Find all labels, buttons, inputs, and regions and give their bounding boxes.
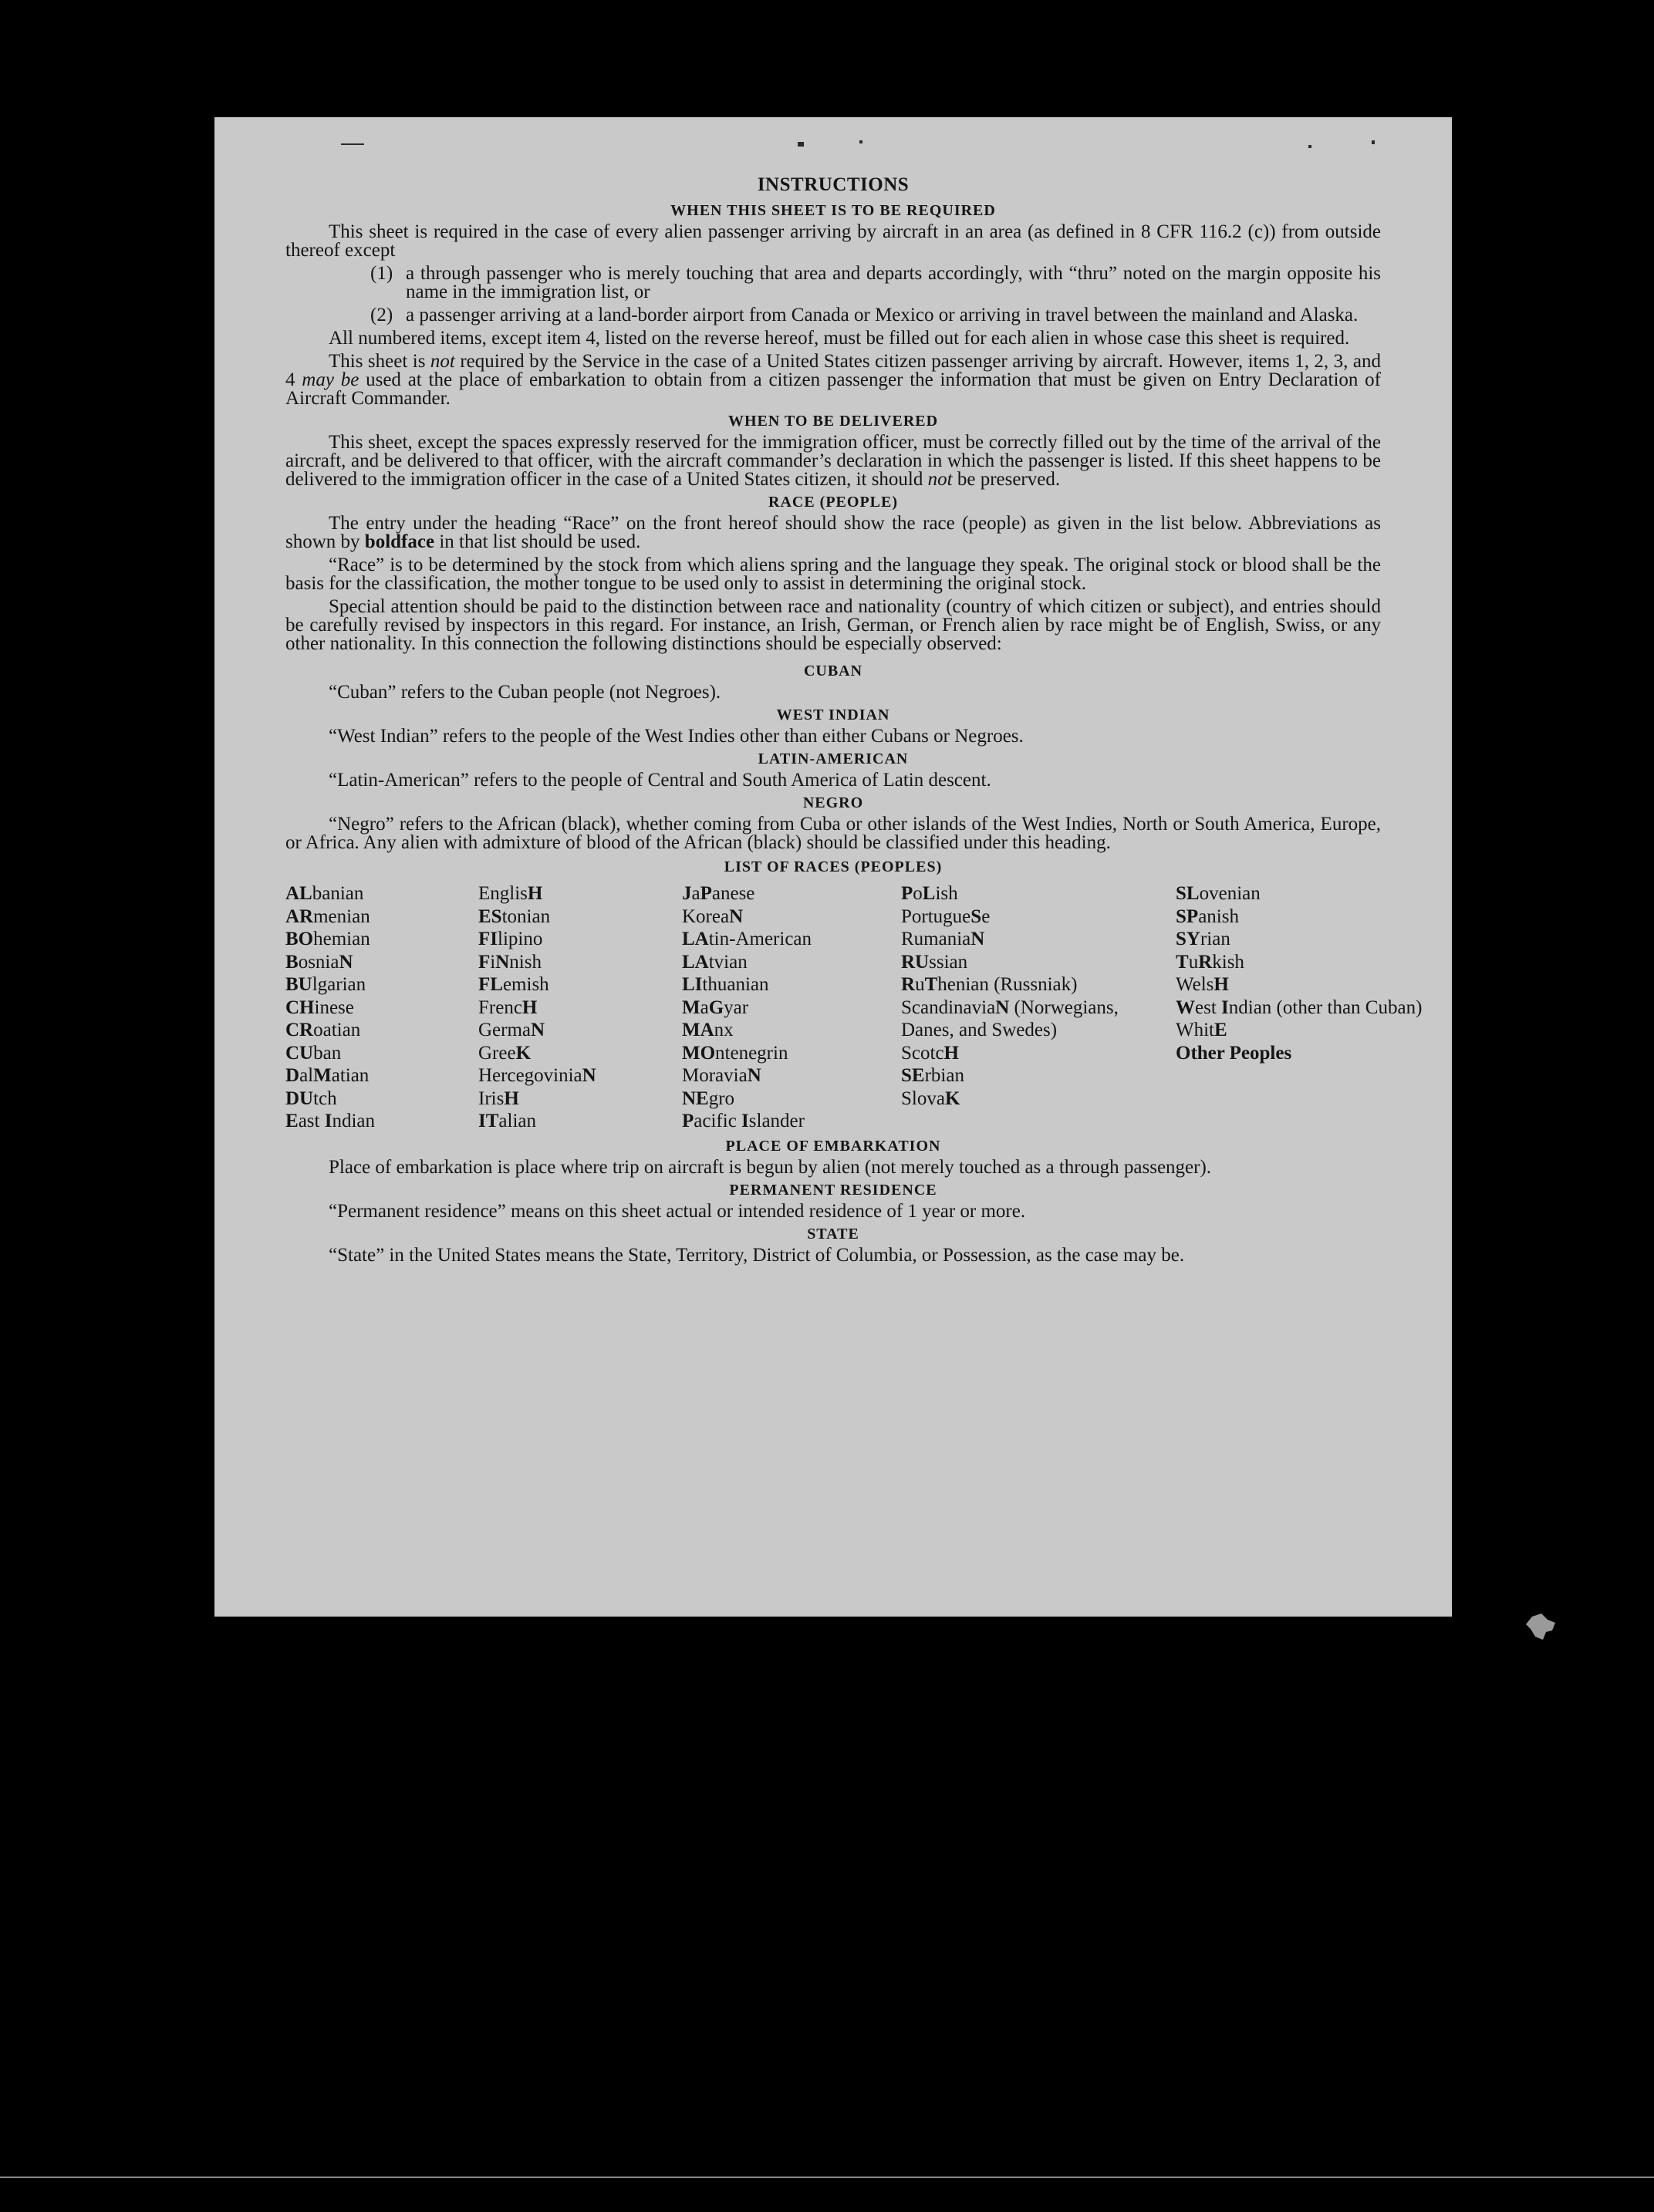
race-entry: SPanish: [1176, 905, 1239, 927]
west-indian-definition: “West Indian” refers to the people of the West Indies other than either Cubans or Negroes.: [329, 726, 1024, 747]
heading-state: STATE: [807, 1225, 859, 1243]
race-column: [478, 882, 682, 1133]
exception-item: [285, 265, 1381, 302]
race-entry: MOntenegrin: [682, 1042, 788, 1064]
race-entry: RumaniaN: [901, 929, 985, 949]
race-entry: WhitE: [1176, 1020, 1227, 1040]
race-entry: BosniaN: [285, 951, 353, 973]
race-column: [901, 882, 1176, 1133]
race-column: [682, 882, 901, 1133]
race-entry: LIthuanian: [682, 974, 769, 995]
cuban-definition: “Cuban” refers to the Cuban people (not Negroes).: [329, 682, 721, 703]
exception-text: a passenger arriving at a land-border airport from Canada or Mexico or arriving in travel between the mainland and Alaska.: [406, 305, 1359, 325]
race-entry: FLemish: [478, 974, 549, 995]
race-entry: SErbian: [901, 1065, 964, 1086]
race-entry: LAtin-American: [682, 929, 812, 949]
heading-embarkation: PLACE OF EMBARKATION: [725, 1137, 941, 1155]
heading-permanent-residence: PERMANENT RESIDENCE: [729, 1181, 937, 1199]
dust-speck: [1524, 1612, 1558, 1643]
citizen-paragraph: This sheet is not required by the Service in the case of a United States citizen passenger arriving by aircraft. However, items 1, 2, 3, and 4 may be used at the place of embarkation to obtain from a citizen passenger the information that must be given on Entry Declaration of Aircraft Commander.: [285, 351, 1382, 409]
race-entry: MaGyar: [682, 996, 749, 1018]
exception-item: [285, 306, 1381, 325]
state-definition: “State” in the United States means the State, Territory, District of Columbia, or Possession, as the case may be.: [329, 1244, 1185, 1266]
embarkation-definition: Place of embarkation is place where trip on aircraft is begun by alien (not merely touched as a through passenger).: [329, 1156, 1212, 1178]
race-entry: West Indian (other than Cuban): [1176, 996, 1423, 1018]
heading-race: RACE (PEOPLE): [768, 494, 898, 511]
race-entry: IrisH: [478, 1087, 519, 1109]
race-entry: DUtch: [285, 1087, 337, 1109]
exception-number: (1): [370, 263, 393, 284]
race-entry: Other Peoples: [1176, 1042, 1292, 1064]
exception-list: [285, 265, 1381, 325]
race-entry: LAtvian: [682, 951, 748, 973]
race-entry: GreeK: [478, 1042, 532, 1064]
race-entry: GermaN: [478, 1020, 545, 1040]
race-entry: BUlgarian: [285, 974, 366, 995]
race-entry: EStonian: [478, 905, 551, 927]
latin-american-definition: “Latin-American” refers to the people of Central and South America of Latin descent.: [329, 770, 991, 791]
when-required-intro: This sheet is required in the case of every alien passenger arriving by aircraft in an area (as defined in 8 CFR 116.2 (c)) from outside thereof except: [285, 221, 1381, 261]
race-entry: CUban: [285, 1042, 342, 1064]
page-title: INSTRUCTIONS: [757, 174, 910, 195]
race-entry: SYrian: [1176, 929, 1230, 949]
heading-latin-american: LATIN-AMERICAN: [758, 750, 909, 767]
heading-race-list: LIST OF RACES (PEOPLES): [724, 858, 943, 875]
race-list: [285, 882, 1423, 1133]
race-entry: ALbanian: [285, 883, 364, 904]
ink-speck: [1372, 140, 1375, 144]
race-column: [1176, 882, 1422, 1133]
race-entry: SLovenian: [1176, 883, 1261, 904]
race-entry: BOhemian: [285, 929, 370, 949]
when-delivered-paragraph: This sheet, except the spaces expressly reserved for the immigration officer, must be correctly filled out by the time of the arrival of the aircraft, and be delivered to that officer, with the aircraft commander’s declaration in which the passenger is listed. If this sheet happens to be delivered to the immigration officer in the case of a United States citizen, it should not be preserved.: [285, 432, 1381, 490]
race-paragraph-2: “Race” is to be determined by the stock from which aliens spring and the language they speak. The original stock or blood shall be the basis for the classification, the mother tongue to be used only to assist in determining the original stock.: [285, 555, 1381, 594]
race-entry: TuRkish: [1176, 951, 1244, 973]
heading-west-indian: WEST INDIAN: [776, 706, 890, 723]
race-entry: ITalian: [478, 1111, 536, 1131]
race-entry: ScandinaviaN (Norwegians, Danes, and Swedes): [901, 996, 1119, 1040]
race-column: [285, 882, 478, 1133]
race-entry: MAnx: [682, 1020, 734, 1040]
race-entry: East Indian: [285, 1111, 375, 1131]
race-entry: HercegoviniaN: [478, 1065, 596, 1086]
race-entry: DalMatian: [285, 1065, 370, 1086]
race-entry: KoreaN: [682, 905, 744, 927]
race-entry: FiNnish: [478, 951, 542, 973]
race-entry: FIlipino: [478, 929, 543, 949]
numbered-items-paragraph: All numbered items, except item 4, listed on the reverse hereof, must be filled out for each alien in whose case this sheet is required.: [329, 328, 1350, 349]
race-entry: SlovaK: [901, 1087, 960, 1109]
heading-negro: NEGRO: [802, 794, 864, 811]
ink-speck: [341, 143, 364, 145]
ink-speck: [1308, 145, 1311, 148]
race-entry: EnglisH: [478, 883, 543, 904]
race-entry: PoLish: [901, 883, 958, 904]
bottom-rule: [0, 2177, 1654, 2178]
race-entry: FrencH: [478, 996, 538, 1018]
negro-definition: “Negro” refers to the African (black), whether coming from Cuba or other islands of the West Indies, North or South America, Europe, or Africa. Any alien with admixture of blood of the African (black) should be classified under this heading.: [285, 814, 1381, 853]
race-entry: CRoatian: [285, 1020, 361, 1040]
race-entry: RuThenian (Russniak): [901, 974, 1078, 995]
race-entry: Pacific Islander: [682, 1111, 805, 1131]
heading-when-delivered: WHEN TO BE DELIVERED: [727, 413, 939, 430]
race-paragraph-1: The entry under the heading “Race” on the front hereof should show the race (people) as given in the list below. Abbreviations as shown by boldface in that list should be used.: [285, 513, 1381, 552]
race-entry: ARmenian: [285, 905, 370, 927]
race-entry: MoraviaN: [682, 1065, 761, 1086]
heading-when-required: WHEN THIS SHEET IS TO BE REQUIRED: [670, 202, 996, 219]
race-entry: NEgro: [682, 1087, 735, 1109]
instruction-sheet: [214, 117, 1452, 1617]
ink-speck: [798, 142, 804, 147]
exception-number: (2): [370, 305, 393, 325]
race-entry: JaPanese: [682, 883, 755, 904]
ink-speck: [859, 140, 862, 143]
race-entry: PortugueSe: [901, 905, 991, 927]
race-entry: CHinese: [285, 996, 354, 1018]
race-entry: WelsH: [1176, 974, 1229, 995]
race-entry: ScotcH: [901, 1042, 959, 1064]
heading-cuban: CUBAN: [803, 663, 863, 679]
residence-definition: “Permanent residence” means on this sheet actual or intended residence of 1 year or more.: [329, 1200, 1026, 1222]
exception-text: a through passenger who is merely touching that area and departs accordingly, with “thru” noted on the margin opposite his name in the immigration list, or: [406, 263, 1381, 302]
race-paragraph-3: Special attention should be paid to the distinction between race and nationality (country of which citizen or subject), and entries should be carefully revised by inspectors in this regard. For instance, an Irish, German, or French alien by race might be of English, Swiss, or any other nationality. In this connection the following distinctions should be especially observed:: [285, 596, 1381, 654]
race-entry: RUssian: [901, 951, 968, 973]
